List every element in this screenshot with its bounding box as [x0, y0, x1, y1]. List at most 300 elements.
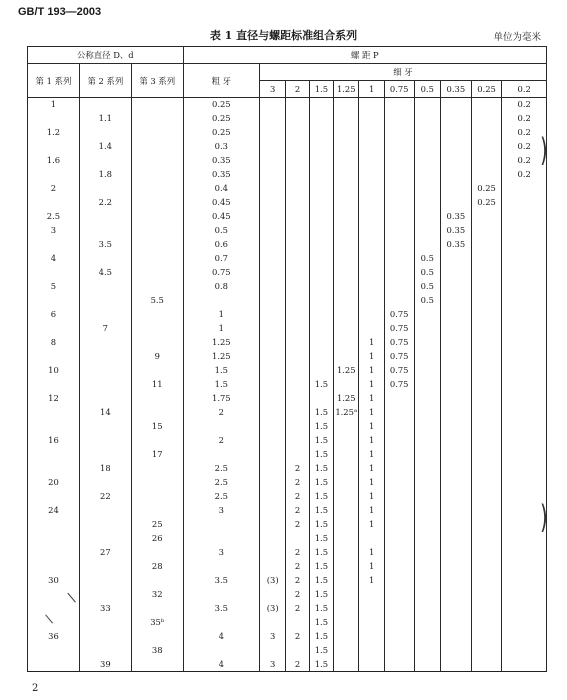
table-cell — [259, 490, 285, 504]
table-cell — [286, 182, 309, 196]
table-cell: 2.2 — [79, 196, 131, 210]
table-cell: 2 — [286, 630, 309, 644]
table-cell — [286, 238, 309, 252]
table-cell — [79, 294, 131, 308]
table-cell — [131, 238, 183, 252]
table-row — [28, 420, 547, 434]
table-cell — [286, 196, 309, 210]
table-cell — [286, 378, 309, 392]
table-cell — [259, 280, 285, 294]
table-cell — [334, 490, 359, 504]
table-row — [28, 140, 547, 154]
table-cell — [471, 490, 502, 504]
table-cell: 15 — [131, 420, 183, 434]
table-cell — [471, 98, 502, 112]
table-cell — [259, 532, 285, 546]
table-cell: 1.6 — [28, 154, 80, 168]
table-cell — [131, 630, 183, 644]
table-cell — [286, 112, 309, 126]
table-cell: 0.5 — [414, 252, 440, 266]
table-cell: 0.75 — [384, 322, 414, 336]
table-cell — [259, 266, 285, 280]
table-cell: 1 — [359, 560, 384, 574]
table-cell: 1.2 — [28, 126, 80, 140]
table-cell — [502, 476, 547, 490]
table-cell: 1.5 — [309, 504, 333, 518]
table-cell: 8 — [28, 336, 80, 350]
table-cell — [384, 182, 414, 196]
table-cell — [471, 308, 502, 322]
table-cell — [384, 644, 414, 658]
table-cell: 1.5 — [309, 378, 333, 392]
fine-pitch-col-header: 1.5 — [309, 81, 333, 98]
table-cell — [309, 126, 333, 140]
table-cell — [259, 448, 285, 462]
table-cell — [131, 182, 183, 196]
table-cell — [359, 280, 384, 294]
table-cell — [259, 126, 285, 140]
table-cell: 2 — [28, 182, 80, 196]
table-cell — [309, 336, 333, 350]
table-cell — [334, 574, 359, 588]
table-cell — [286, 252, 309, 266]
table-cell — [28, 518, 80, 532]
table-cell — [131, 476, 183, 490]
table-cell — [309, 266, 333, 280]
table-cell — [471, 532, 502, 546]
table-cell: 0.35 — [440, 224, 471, 238]
table-cell — [259, 546, 285, 560]
table-row — [28, 294, 547, 308]
table-cell — [359, 630, 384, 644]
table-cell: 3 — [28, 224, 80, 238]
table-cell — [359, 294, 384, 308]
scan-mark-stroke: ❘ — [62, 588, 80, 606]
table-cell — [384, 196, 414, 210]
table-cell — [414, 364, 440, 378]
table-cell: 17 — [131, 448, 183, 462]
table-cell: 1 — [359, 392, 384, 406]
table-cell — [440, 630, 471, 644]
table-cell: 2 — [286, 462, 309, 476]
table-cell — [502, 308, 547, 322]
table-cell — [359, 238, 384, 252]
table-cell: 14 — [79, 406, 131, 420]
table-cell — [334, 154, 359, 168]
table-cell: 1.5 — [309, 616, 333, 630]
table-cell — [414, 140, 440, 154]
table-cell: 1.5 — [309, 420, 333, 434]
table-cell: 1.5 — [309, 546, 333, 560]
table-cell — [384, 476, 414, 490]
table-cell — [359, 602, 384, 616]
table-cell — [259, 238, 285, 252]
table-cell — [309, 280, 333, 294]
table-row — [28, 210, 547, 224]
table-cell: 25 — [131, 518, 183, 532]
table-cell — [384, 266, 414, 280]
table-cell — [359, 154, 384, 168]
table-cell: 16 — [28, 434, 80, 448]
table-cell: 5 — [28, 280, 80, 294]
table-cell — [28, 644, 80, 658]
table-cell — [440, 126, 471, 140]
table-cell — [334, 126, 359, 140]
table-cell — [28, 546, 80, 560]
table-cell — [502, 448, 547, 462]
table-cell — [471, 154, 502, 168]
table-row — [28, 462, 547, 476]
table-cell — [309, 224, 333, 238]
table-row — [28, 448, 547, 462]
table-cell: 2.5 — [183, 462, 259, 476]
table-cell — [131, 322, 183, 336]
table-cell: 0.2 — [502, 126, 547, 140]
table-cell: 1 — [359, 504, 384, 518]
table-cell — [384, 406, 414, 420]
table-cell — [259, 644, 285, 658]
table-cell: 1 — [359, 448, 384, 462]
table-cell — [79, 532, 131, 546]
table-cell — [440, 364, 471, 378]
table-cell — [384, 532, 414, 546]
table-cell — [502, 420, 547, 434]
table-cell — [286, 448, 309, 462]
table-cell — [334, 308, 359, 322]
table-cell — [414, 154, 440, 168]
fine-pitch-col-header: 1.25 — [334, 81, 359, 98]
table-cell — [414, 602, 440, 616]
table-cell — [440, 336, 471, 350]
table-cell — [286, 140, 309, 154]
table-cell — [440, 196, 471, 210]
table-cell — [471, 336, 502, 350]
table-cell — [384, 504, 414, 518]
table-cell — [309, 322, 333, 336]
table-cell — [309, 182, 333, 196]
table-row — [28, 406, 547, 420]
table-cell: 11 — [131, 378, 183, 392]
table-cell — [79, 448, 131, 462]
table-cell — [131, 210, 183, 224]
table-cell: (3) — [259, 602, 285, 616]
table-row — [28, 252, 547, 266]
table-cell — [414, 350, 440, 364]
table-cell: 1.25 — [334, 392, 359, 406]
table-cell — [440, 308, 471, 322]
table-cell — [359, 126, 384, 140]
table-cell: 2 — [286, 476, 309, 490]
table-cell: 22 — [79, 490, 131, 504]
table-cell — [440, 420, 471, 434]
table-cell — [414, 392, 440, 406]
table-row — [28, 182, 547, 196]
table-cell — [414, 196, 440, 210]
table-cell: 1.5 — [309, 448, 333, 462]
table-cell — [440, 518, 471, 532]
table-cell — [384, 560, 414, 574]
table-cell — [440, 546, 471, 560]
table-row — [28, 336, 547, 350]
table-cell — [259, 518, 285, 532]
table-cell: 2 — [286, 504, 309, 518]
table-cell — [502, 602, 547, 616]
table-cell: 33 — [79, 602, 131, 616]
table-cell — [359, 322, 384, 336]
table-cell — [471, 420, 502, 434]
table-cell — [414, 448, 440, 462]
table-cell: 0.5 — [414, 266, 440, 280]
table-cell: 0.2 — [502, 98, 547, 112]
table-row — [28, 308, 547, 322]
table-cell — [334, 182, 359, 196]
table-cell — [384, 98, 414, 112]
table-cell: 4 — [183, 630, 259, 644]
table-cell — [286, 210, 309, 224]
table-cell: 0.25 — [183, 126, 259, 140]
table-cell — [79, 630, 131, 644]
table-cell — [414, 658, 440, 672]
table-cell — [502, 322, 547, 336]
table-cell: 32 — [131, 588, 183, 602]
table-cell — [471, 616, 502, 630]
table-cell: 1 — [359, 406, 384, 420]
second-series-header: 第 2 系列 — [79, 64, 131, 98]
table-cell — [440, 406, 471, 420]
table-cell — [131, 266, 183, 280]
table-cell — [359, 308, 384, 322]
table-cell — [440, 294, 471, 308]
table-cell — [334, 140, 359, 154]
table-row — [28, 490, 547, 504]
table-cell — [414, 168, 440, 182]
table-cell: 27 — [79, 546, 131, 560]
nominal-diameter-header: 公称直径 D、d — [28, 47, 184, 64]
fine-pitch-col-header: 0.25 — [471, 81, 502, 98]
table-row — [28, 546, 547, 560]
table-cell — [131, 462, 183, 476]
table-cell — [414, 434, 440, 448]
table-row — [28, 168, 547, 182]
table-cell: 0.2 — [502, 112, 547, 126]
table-cell — [79, 560, 131, 574]
table-cell — [28, 196, 80, 210]
table-cell — [286, 420, 309, 434]
table-cell: 2 — [183, 434, 259, 448]
table-row — [28, 392, 547, 406]
table-cell — [440, 168, 471, 182]
table-cell — [309, 252, 333, 266]
table-row — [28, 266, 547, 280]
table-cell — [131, 574, 183, 588]
table-cell — [384, 126, 414, 140]
table-cell — [79, 378, 131, 392]
table-cell: 1.1 — [79, 112, 131, 126]
table-cell — [440, 476, 471, 490]
table-cell — [131, 140, 183, 154]
table-cell: 1.5 — [309, 560, 333, 574]
table-cell: 1 — [28, 98, 80, 112]
table-cell — [309, 238, 333, 252]
table-cell: 0.2 — [502, 154, 547, 168]
table-cell — [440, 532, 471, 546]
table-cell — [131, 154, 183, 168]
table-cell — [440, 560, 471, 574]
table-cell — [259, 322, 285, 336]
table-cell — [384, 420, 414, 434]
table-cell — [502, 252, 547, 266]
table-cell — [471, 126, 502, 140]
table-cell — [359, 266, 384, 280]
table-cell: 1 — [359, 336, 384, 350]
table-cell — [384, 392, 414, 406]
table-cell — [414, 518, 440, 532]
table-cell: 1 — [359, 476, 384, 490]
table-cell — [309, 98, 333, 112]
table-cell: 2 — [286, 588, 309, 602]
table-cell — [471, 644, 502, 658]
table-cell — [286, 532, 309, 546]
table-cell — [471, 252, 502, 266]
table-body — [28, 98, 547, 672]
table-cell — [440, 182, 471, 196]
table-cell — [286, 350, 309, 364]
table-cell: 3.5 — [79, 238, 131, 252]
table-cell — [259, 168, 285, 182]
table-cell — [334, 546, 359, 560]
table-cell — [384, 154, 414, 168]
table-cell — [384, 518, 414, 532]
table-cell — [502, 630, 547, 644]
table-cell: 28 — [131, 560, 183, 574]
table-cell: 0.5 — [414, 280, 440, 294]
table-cell: 1.5 — [309, 574, 333, 588]
table-cell — [309, 196, 333, 210]
table-cell — [28, 266, 80, 280]
table-cell — [28, 658, 80, 672]
table-cell — [79, 574, 131, 588]
table-cell — [384, 210, 414, 224]
table-cell — [28, 294, 80, 308]
table-row — [28, 322, 547, 336]
table-cell — [259, 476, 285, 490]
third-series-header: 第 3 系列 — [131, 64, 183, 98]
table-cell — [183, 588, 259, 602]
table-cell — [79, 616, 131, 630]
table-cell — [471, 350, 502, 364]
table-cell — [334, 616, 359, 630]
table-row — [28, 574, 547, 588]
table-row — [28, 196, 547, 210]
table-cell — [359, 140, 384, 154]
table-cell: 0.4 — [183, 182, 259, 196]
table-cell: 1.5 — [309, 490, 333, 504]
table-cell: 1 — [359, 546, 384, 560]
table-cell — [502, 434, 547, 448]
table-cell — [259, 140, 285, 154]
table-cell — [131, 308, 183, 322]
table-cell — [471, 168, 502, 182]
table-cell — [334, 602, 359, 616]
table-cell — [259, 224, 285, 238]
table-cell — [309, 350, 333, 364]
table-cell: 1.5 — [309, 532, 333, 546]
table-cell: 1.5 — [309, 630, 333, 644]
table-cell: 2 — [286, 658, 309, 672]
table-cell — [28, 112, 80, 126]
table-cell: 1.25 — [334, 364, 359, 378]
table-cell — [334, 196, 359, 210]
table-cell — [79, 308, 131, 322]
table-cell — [183, 560, 259, 574]
table-cell — [471, 294, 502, 308]
table-cell — [414, 560, 440, 574]
table-cell — [414, 98, 440, 112]
table-cell — [286, 294, 309, 308]
table-cell — [414, 504, 440, 518]
table-cell — [334, 434, 359, 448]
table-cell: 3 — [259, 630, 285, 644]
table-row — [28, 602, 547, 616]
table-cell — [131, 224, 183, 238]
table-cell — [471, 462, 502, 476]
table-row — [28, 434, 547, 448]
table-cell — [384, 602, 414, 616]
table-cell — [259, 154, 285, 168]
table-cell — [309, 210, 333, 224]
table-cell — [440, 392, 471, 406]
table-cell — [414, 616, 440, 630]
table-cell: 0.75 — [384, 378, 414, 392]
table-row — [28, 560, 547, 574]
table-cell — [359, 98, 384, 112]
table-cell — [131, 490, 183, 504]
table-cell — [502, 560, 547, 574]
table-cell — [259, 560, 285, 574]
table-cell: 0.35 — [183, 154, 259, 168]
table-cell — [502, 574, 547, 588]
page-number: 2 — [32, 683, 39, 694]
table-cell: 0.25 — [183, 98, 259, 112]
table-cell — [440, 98, 471, 112]
table-cell — [502, 658, 547, 672]
table-cell — [502, 588, 547, 602]
table-cell — [359, 182, 384, 196]
table-cell — [131, 546, 183, 560]
fine-pitch-col-header: 0.75 — [384, 81, 414, 98]
table-cell: 1 — [359, 364, 384, 378]
table-cell — [334, 448, 359, 462]
table-cell — [79, 504, 131, 518]
table-cell — [440, 490, 471, 504]
table-cell — [384, 490, 414, 504]
table-cell — [414, 406, 440, 420]
table-cell — [286, 308, 309, 322]
table-cell — [471, 224, 502, 238]
table-row — [28, 238, 547, 252]
table-cell — [131, 98, 183, 112]
table-cell — [183, 532, 259, 546]
table-cell — [414, 308, 440, 322]
table-cell: 2 — [286, 546, 309, 560]
table-cell — [334, 462, 359, 476]
table-cell — [286, 644, 309, 658]
table-cell: 0.75 — [384, 308, 414, 322]
coarse-pitch-header: 粗 牙 — [183, 64, 259, 98]
table-cell — [440, 504, 471, 518]
table-cell — [471, 378, 502, 392]
table-cell: 1.5 — [183, 364, 259, 378]
